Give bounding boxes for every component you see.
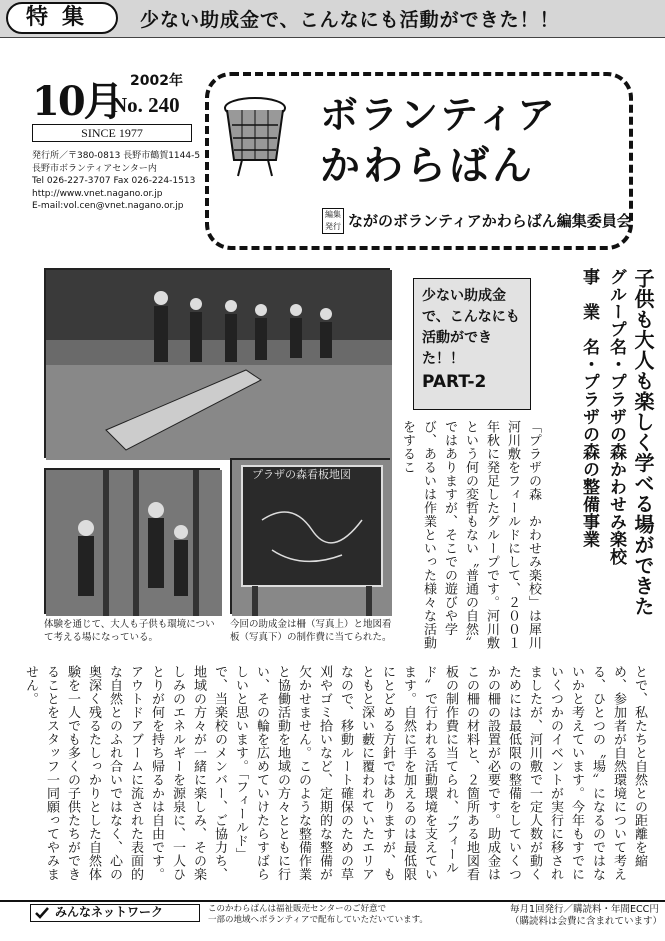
publisher-name: ながのボランティアかわらばん編集委員会 (348, 212, 632, 230)
photo-forest-work (44, 468, 220, 614)
article-body-upper: 「プラザの森 かわせみ楽校」は犀川河川敷をフィールドにして、２００１年秋に発足したグループです。河川敷という何の変哲もない〝普通の自然〟ではありますが、そこでの遊びや学び、あるいは作業といった様々な活動をするこ (400, 420, 541, 650)
address-email[interactable]: E-mail:vol.cen@vnet.nagano.or.jp (32, 201, 184, 211)
masthead-title-line1: ボランティア (320, 93, 557, 137)
feature-badge: 特集 (6, 2, 118, 34)
issue-number: No. 240 (112, 93, 180, 117)
feature-title: 少ない助成金で、こんなにも活動ができた！！ (140, 9, 560, 31)
article-project: 事 業 名・プラザの森の整備事業 (579, 268, 599, 548)
footer-subscription (510, 904, 662, 928)
series-part-label: PART-2 (422, 372, 487, 392)
article-body-lower: とで、私たちと自然との距離を縮め、参加者が自然環境について考える、ひとつの〝場〟になるのではないかと考えています。今年もすでにいくつかのイベントが実行に移されましたが、河川敷で一定人数が動くためには最低限の整備をしていくつかの柵の設置が必要です。助成金はこの柵の材料と、２箇所ある地図看板の制作費に当てられ、〝フィールド〟で行われる活動環境を支えています。自然に手を加えるのは最低限にとどめる方針ではありますが、もともと深い藪に覆われていたエリアなので、移動ルート確保のための草刈やゴミ拾いなど、定期的な整備が欠かせません。このような整備作業と協働活動を地域の方々とともに行い、その輪を広めていけたらすばらしいと思います。「フィールド」で、当楽校のメンバー、ご協力ち、地域の方々が一緒に楽しみ、その楽しみのエネルギーを源泉に、一人ひとりが何を持ち帰るかは自由です。アウトドアブームに流された表面的な自然とのふれ合いではなく、心の奥深く残るたしっかりとした自然体験を一人でも多くの子供たちができることをスタッフ一同願ってやみません。 (23, 665, 647, 881)
caption-photo2: 体験を通じて、大人も子供も環境について考える場になっている。 (44, 619, 215, 643)
photo-boardwalk-image (46, 270, 392, 460)
photo-boardwalk (44, 268, 390, 458)
footer-note-line: このかわらばんは福祉販売センターのご好意で (208, 904, 387, 914)
address-tel: Tel 026-227-3707 Fax 026-224-1513 (32, 176, 196, 186)
footer-note-line: 一部の地域へボランティアで配布していただいています。 (208, 915, 428, 925)
checkmark-icon (35, 907, 49, 919)
address-url[interactable]: http://www.vnet.nagano.or.jp (32, 188, 163, 199)
issue-year: 2002年 (130, 73, 183, 89)
article-group: グループ名・プラザの森かわせみ楽校 (606, 268, 626, 566)
since-label: SINCE 1977 (32, 124, 192, 142)
article-headline-block (546, 268, 656, 618)
subscription-line: （購読料は会費に含まれています） (510, 916, 663, 927)
footer-distribution-note (208, 904, 428, 926)
address-line: 発行所／〒380-0813 長野市鶴賀1144-5 (32, 151, 201, 161)
sign-title: プラザの森看板地図 (252, 468, 351, 481)
photo-map-sign-image (232, 460, 392, 616)
publisher-address (32, 150, 212, 213)
address-line: 長野市ボランティアセンター内 (32, 163, 157, 174)
article-headline: 子供も大人も楽しく学べる場ができた (631, 268, 655, 617)
subscription-line: 毎月1回発行／購読料・年間ECC円 (510, 904, 659, 915)
network-banner (30, 904, 200, 922)
caption-photo3: 今回の助成金は柵（写真上）と地図看板（写真下）の制作費に当てられた。 (230, 619, 392, 643)
publisher-tag: 編集発行 (322, 208, 344, 234)
issue-month: 10月 (32, 78, 122, 125)
photo-forest-image (46, 470, 222, 616)
series-box-text: 少ない助成金で、こんなにも活動ができた！！ (422, 288, 520, 367)
network-label: みんなネットワーク (55, 905, 164, 919)
footer-divider (0, 900, 665, 902)
masthead-title-line2: かわらばん (320, 143, 535, 189)
basket-logo-icon (222, 90, 288, 180)
